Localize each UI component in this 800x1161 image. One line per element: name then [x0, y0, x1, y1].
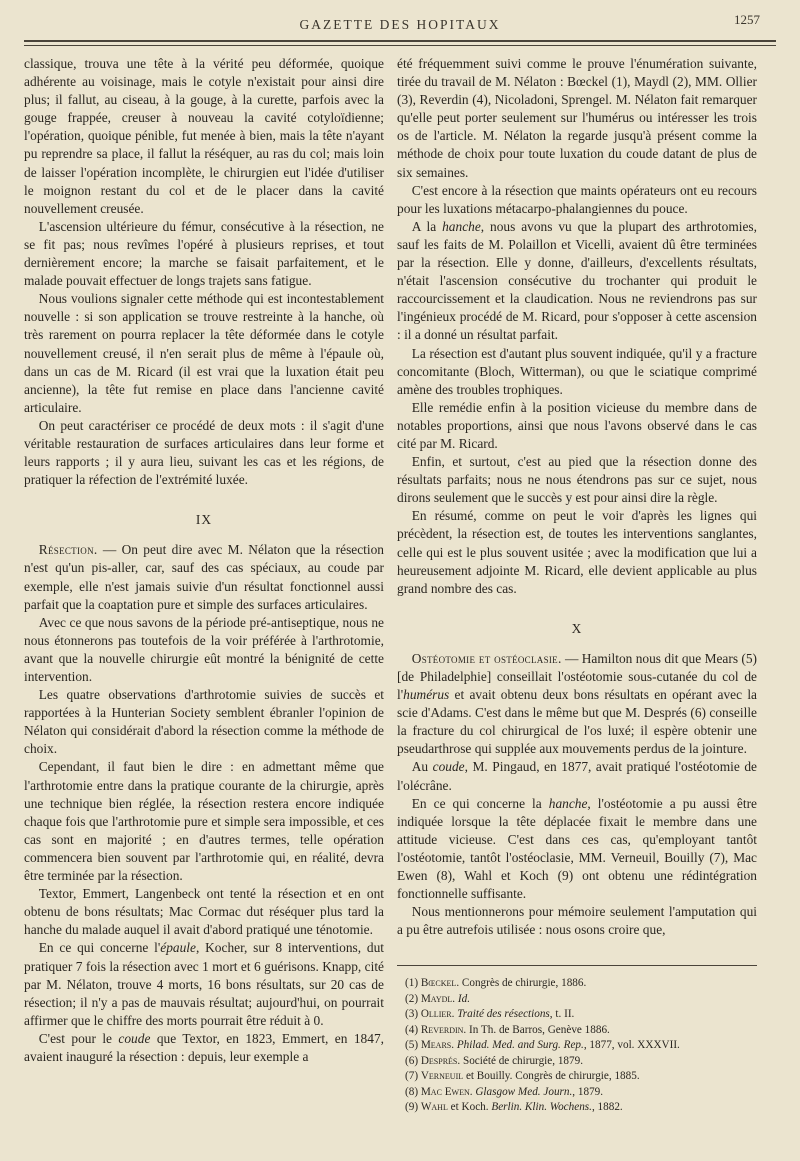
paragraph-text: Au [411, 759, 433, 775]
footnote-number: (2) [405, 992, 421, 1005]
footnote-number: (5) [405, 1039, 421, 1052]
footnote-text: . Congrès de chirurgie, 1886. [456, 977, 587, 990]
footnote-text: , 1882. [591, 1101, 623, 1114]
paragraph [397, 758, 757, 794]
paragraph: C'est encore à la résection que maints opérateurs ont eu recours pour les luxations métacarpo-phalangiennes du pouce. [397, 182, 757, 216]
footnote [397, 1100, 757, 1116]
footnote-text: . [451, 1008, 458, 1021]
paragraph [24, 1030, 384, 1066]
paragraph-text: En ce qui concerne la [411, 795, 549, 811]
paragraph: Textor, Emmert, Langenbeck ont tenté la résection et en ont obtenu de bons résultats; Mac Cormac dut réséquer plus tard la hanche du malade auquel il avait d'abord pratiqué une ténotomie. [24, 886, 384, 938]
footnote-text: , 1879. [572, 1085, 604, 1098]
paragraph-text: , l'ostéotomie a pu aussi être indiquée lorsque la tête déplacée fixait le membre dans une attitude vicieuse. C'est dans ces cas, qu'employant tantôt l'ostéotomie, tantôt l'ostéoclasie, MM. Verneuil, Bouilly (7), Mac Ewen (8), Wahl et Koch (9) ont obtenu une rédintégration fonctionnelle suffisante. [397, 795, 757, 902]
header-rule-thin [24, 45, 776, 46]
footnote [397, 1038, 757, 1054]
paragraph: été fréquemment suivi comme le prouve l'énumération suivante, tirée du travail de M. Nélaton : Bœckel (1), Maydl (2), MM. Ollier (3), Reverdin (4), Nicoladoni, Sprengel. M. Nélaton fait remarquer qu'elle peut porter seulement sur l'humérus ou intéresser les trois os de l'article. M. Nélaton la regarde jusqu'à présent comme la méthode de choix pour toute luxation du coude datant de plus de six semaines. [397, 56, 757, 180]
italic-term: humérus [403, 687, 450, 703]
footnote [397, 992, 757, 1008]
paragraph: La résection est d'autant plus souvent indiquée, qu'il y a fracture concomitante (Bloch, Witterman), ou que le sciatique comprimé amène des troubles trophiques. [397, 345, 757, 397]
paragraph: On peut caractériser ce procédé de deux mots : il s'agit d'une véritable restauration de surfaces articulaires dans leur forme et leurs rapports ; il y aura lieu, suivant les cas et les régions, de pratiquer la réfection de l'extrémité luxée. [24, 417, 384, 488]
footnote-number: (1) [405, 977, 421, 990]
footnote-author: Bœckel [420, 977, 457, 990]
paragraph-text: — On peut dire avec M. Nélaton que la résection n'est qu'un pis-aller, car, sauf des cas spéciaux, au coude par exemple, elle n'est jamais suivie d'un résultat fonctionnel aussi parfait que la coaptation pure et simple des surfaces articulaires. [24, 542, 384, 612]
footnote-text: . [469, 1085, 476, 1098]
paragraph [24, 541, 384, 613]
footnote [397, 1007, 757, 1023]
section-heading: IX [195, 512, 213, 528]
paragraph-text: , M. Pingaud, en 1877, avait pratiqué l'ostéotomie de l'olécrâne. [397, 759, 757, 793]
paragraph-text: et avait obtenu deux bons résultats en opérant avec la scie d'Adams. C'est dans le même but que M. Després (6) conseille la fracture du col chirurgical de l'os luxé; il espère obtenir une pseudarthrose qui supplée aux mouvements perdus de la jointure. [397, 687, 757, 757]
footnote-number: (8) [405, 1085, 421, 1098]
footnote-number: (6) [405, 1054, 421, 1067]
run-in-heading: Ostéotomie et ostéoclasie. [411, 650, 562, 666]
italic-term: épaule [160, 940, 196, 956]
page-number: 1257 [734, 12, 760, 27]
paragraph-text: A la [411, 218, 443, 234]
footnote-author: Verneuil [420, 1070, 464, 1083]
footnote-text: , t. II. [549, 1008, 575, 1021]
paragraph-text: C'est pour le [38, 1030, 119, 1046]
footnote-author: Ollier [420, 1008, 452, 1021]
footnote [397, 976, 757, 992]
footnote-text: . Société de chirurgie, 1879. [457, 1054, 584, 1067]
paragraph: Enfin, et surtout, c'est au pied que la résection donne des résultats parfaits; nous ne nous étendrons pas sur ce sujet, nous dirons seulement que le succès y est pour ainsi dire la règle. [397, 454, 757, 506]
paragraph: Nous mentionnerons pour mémoire seulement l'amputation qui a pu être autrefois utilisée : nous osons croire que, [397, 904, 757, 938]
paragraph: Nous voulions signaler cette méthode qui est incontestablement nouvelle : si son application se trouve restreinte à la hanche, où très rarement on pourra replacer la tête déformée dans le cotyle nouvellement creusé, il n'en serait plus de même à l'épaule où, dans un cas de M. Ricard (il est vrai que la luxation était peu ancienne), la tête fut remise en place dans l'ancienne cavité articulaire. [24, 291, 384, 415]
footnote-author: Mears [420, 1039, 452, 1052]
italic-term: coude [118, 1030, 151, 1046]
paragraph [24, 939, 384, 1029]
paragraph: classique, trouva une tête à la vérité peu déformée, quoique adhérente au voisinage, mais le cotyle n'existait pour ainsi dire plus; il fallut, au ciseau, à la gouge, à la curette, parfois avec la gouge frappée, creuser à nouveau la cavité cotyloïdienne; l'opération, quoique pénible, fut menée à bien, mais la tête n'ayant pu reprendre sa place, il fallut la réséquer, au ras du col; mais loin de laisser l'opération incomplète, le chirurgien eut l'idée d'utiliser le moignon restant du col et de le placer dans la cavité nouvellement creusée. [24, 56, 384, 216]
paragraph-text: — Hamilton nous dit que Mears (5) [de Philadelphie] conseillait l'ostéotomie sous-cutanée du col de l' [397, 650, 758, 703]
paragraph: L'ascension ultérieure du fémur, consécutive à la résection, ne se fit pas; nous revîmes l'opéré à plusieurs reprises, et tout dernièrement encore; la marche se faisait parfaitement, et le malade pouvait effectuer de longs trajets sans fatigue. [24, 218, 384, 289]
paragraph: En résumé, comme on peut le voir d'après les lignes qui précèdent, la résection est, de toutes les interventions sanglantes, celle qui est le plus souvent usitée ; avec la modification que lui a heureusement adjointe M. Ricard, elle devient applicable au plus grand nombre des cas. [397, 508, 757, 596]
paragraph-text: , nous avons vu que la plupart des arthrotomies, sauf les faits de M. Polaillon et Vicelli, avaient dû être terminées par la résection. Elle y donne, d'ailleurs, d'excellents résultats, n'était l'ascension consécutive du trochanter qui produit le raccourcissement et la claudication. Nous ne reviendrons pas sur l'ingénieux procédé de M. Ricard, pour s'opposer à cette ascension : il a donné un résultat parfait. [397, 218, 757, 343]
run-in-heading: Résection. [38, 542, 98, 558]
right-column [397, 55, 757, 1116]
footnote-text: et Bouilly. Congrès de chirurgie, 1885. [463, 1070, 640, 1083]
paragraph-text: En ce qui concerne l' [38, 940, 161, 956]
paragraph: Elle remédie enfin à la position vicieuse du membre dans de notables proportions, ainsi que nous l'avons observé dans le cas cité par M. Ricard. [397, 399, 757, 451]
footnote-author: Reverdin [420, 1023, 464, 1036]
footnote-text: et Koch. [447, 1101, 492, 1114]
footnote-number: (9) [405, 1101, 421, 1114]
footnote-text: . [452, 992, 456, 1005]
paragraph [397, 218, 757, 345]
italic-term: hanche [442, 218, 481, 234]
footnote [397, 1054, 757, 1070]
footnote-journal: Traité des résections [457, 1008, 550, 1021]
paragraph [397, 795, 757, 904]
paragraph [397, 650, 757, 759]
paragraph: Cependant, il faut bien le dire : en admettant même que l'arthrotomie entre dans la pratique courante de la chirurgie, après une technique bien réglée, la résection restera encore indiquée chaque fois que l'arthrotomie pure et simple sera impossible, et ces cas sont en majorité ; en d'autres termes, telle opération commencera bien souvent par l'arthrotomie qui, en réalité, devra être terminée par la résection. [24, 759, 384, 884]
footnote [397, 1085, 757, 1101]
footnote-journal: Id. [455, 992, 470, 1005]
footnote-author: Wahl [420, 1101, 448, 1114]
footnote-rule [397, 965, 757, 966]
footnote-author: Mac Ewen [420, 1085, 470, 1098]
footnote-number: (7) [405, 1070, 421, 1083]
footnotes [397, 976, 757, 1116]
italic-term: coude [432, 759, 465, 775]
footnote-number: (4) [405, 1023, 421, 1036]
footnote-journal: Glasgow Med. Journ. [475, 1085, 573, 1098]
footnote-journal: Philad. Med. and Surg. Rep. [456, 1039, 584, 1052]
footnote-text: . In Th. de Barros, Genève 1886. [463, 1023, 610, 1036]
footnote-number: (3) [405, 1008, 421, 1021]
paragraph-text: que Textor, en 1823, Emmert, en 1847, avaient inauguré la résection : depuis, leur exemple a [24, 1030, 384, 1064]
paragraph-text: , Kocher, sur 8 interventions, dut pratiquer 7 fois la résection avec 1 mort et 6 guérisons. Knapp, cité par M. Nélaton, trouve 4 morts, 16 bons résultats, sur 20 cas de résection; il n'y a pas de mauvais résultat; aujourd'hui, on pourrait affirmer que le chiffre des morts pourrait être réduit à 0. [24, 940, 384, 1028]
footnote [397, 1023, 757, 1039]
footnote-text: . [451, 1039, 457, 1052]
page-header-title: GAZETTE DES HOPITAUX [299, 17, 501, 32]
footnote [397, 1069, 757, 1085]
footnote-author: Maydl [420, 992, 453, 1005]
paragraph: Les quatre observations d'arthrotomie suivies de succès et rapportées à la Hunterian Society semblent ébranler l'opinion de Nélaton qui considérait d'abord la résection comme la méthode de choix. [24, 687, 384, 757]
italic-term: hanche [548, 795, 588, 811]
footnote-text: , 1877, vol. XXXVII. [583, 1039, 680, 1052]
paragraph: Avec ce que nous savons de la période pré-antiseptique, nous ne nous étonnerons pas toutefois de la voir préférée à l'arthrotomie, avant que la nouvelle chirurgie eût montré la bénignité de cette intervention. [24, 614, 384, 684]
footnote-author: Després [420, 1054, 458, 1067]
section-heading: X [571, 620, 583, 636]
left-column [24, 55, 384, 1066]
header-rule [24, 40, 776, 42]
footnote-journal: Berlin. Klin. Wochens. [491, 1101, 592, 1114]
